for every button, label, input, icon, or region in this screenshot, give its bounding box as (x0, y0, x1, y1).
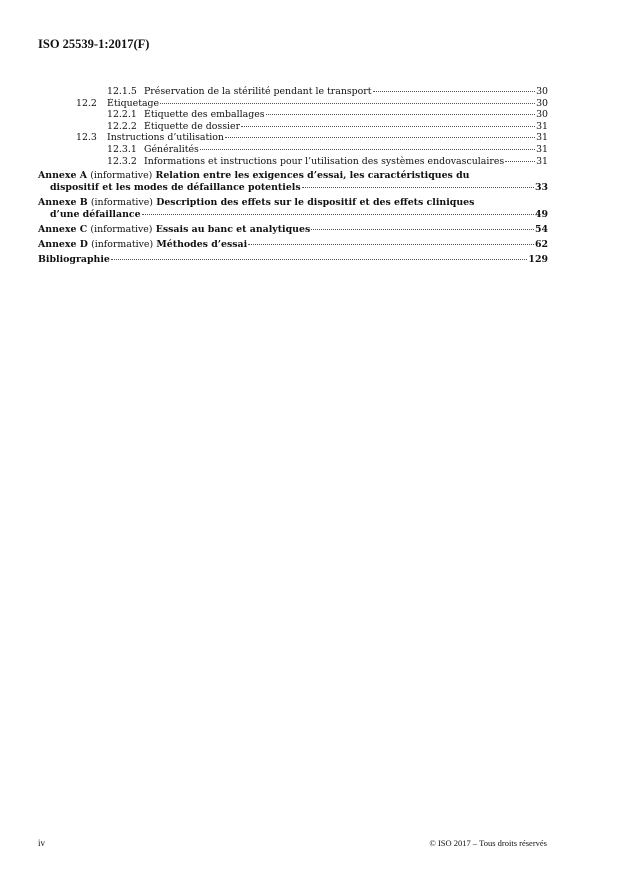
dot-leader (142, 214, 534, 215)
dot-leader (311, 229, 534, 230)
toc-entry-title: Préservation de la stérilité pendant le transport (144, 86, 372, 97)
bibliography-page: 129 (528, 254, 548, 266)
toc-entry[interactable] (38, 86, 548, 98)
annex-page: 49 (534, 209, 548, 221)
toc-entry-page: 30 (536, 86, 548, 97)
dot-leader (266, 114, 535, 115)
annex-title-line2: d’une défaillance (50, 209, 141, 221)
annex-label: Annexe C (38, 224, 88, 236)
annex-title-line1: Essais au banc et analytiques (155, 224, 311, 236)
annex-label: Annexe A (38, 170, 87, 182)
toc-entry-page: 31 (536, 132, 548, 144)
toc-entry-number: 12.2.1 (107, 109, 137, 121)
dot-leader (241, 126, 535, 127)
annex-label: Annexe B (38, 197, 88, 209)
toc-entry-page: 30 (536, 97, 548, 109)
annex-entry-c[interactable] (38, 224, 548, 236)
toc-entry-page: 30 (536, 109, 548, 121)
annex-entry-b[interactable] (38, 197, 548, 221)
annex-title-line1: Description des effets sur le dispositif et des effets cliniques (156, 197, 475, 209)
annex-page: 54 (534, 224, 548, 236)
toc-entry[interactable] (38, 144, 548, 156)
annex-label: Annexe D (38, 239, 88, 251)
toc-entry-number: 12.2.2 (107, 120, 137, 132)
toc-entry-page: 31 (536, 120, 548, 132)
dot-leader (225, 137, 535, 138)
bibliography-entry[interactable] (38, 254, 548, 266)
dot-leader (373, 91, 536, 92)
toc-entry-title: Généralités (144, 143, 199, 155)
toc-entry[interactable] (38, 121, 548, 133)
annex-type: (informative) (91, 239, 154, 251)
toc-entry[interactable] (38, 98, 548, 110)
toc-entry-title: Informations et instructions pour l’utilisation des systèmes endovasculaires (144, 155, 505, 167)
toc-entry-title: Étiquette des emballages (144, 109, 265, 121)
toc-entry-number: 12.3.1 (107, 143, 137, 155)
annex-page: 33 (534, 182, 548, 194)
dot-leader (302, 187, 534, 188)
annex-entry-d[interactable] (38, 239, 548, 251)
toc-entry[interactable] (38, 132, 548, 144)
toc-entry[interactable] (38, 109, 548, 121)
dot-leader (248, 244, 534, 245)
bibliography-title: Bibliographie (38, 254, 110, 266)
toc-entry-title: Étiquetage (107, 97, 160, 109)
toc-entry-number: 12.2 (76, 97, 97, 109)
annex-entry-a[interactable] (38, 170, 548, 194)
annex-title-line2: dispositif et les modes de défaillance potentiels (50, 182, 301, 194)
page-number: iv (38, 838, 46, 848)
annex-type: (informative) (90, 224, 153, 236)
toc-entry-number: 12.3.2 (107, 155, 137, 167)
table-of-contents (38, 86, 548, 266)
toc-entry-page: 31 (536, 143, 548, 155)
dot-leader (160, 103, 535, 104)
annex-title-line1: Relation entre les exigences d’essai, les caractéristiques du (155, 170, 470, 182)
dot-leader (200, 149, 535, 150)
annex-page: 62 (534, 239, 548, 251)
toc-entry-title: Étiquette de dossier (144, 120, 241, 132)
annex-type: (informative) (90, 197, 153, 209)
toc-entry-title: Instructions d’utilisation (107, 132, 224, 144)
document-id: ISO 25539-1:2017(F) (38, 37, 150, 51)
annex-type: (informative) (90, 170, 153, 182)
dot-leader (111, 259, 528, 260)
annex-title-line1: Méthodes d’essai (156, 239, 248, 251)
toc-entry[interactable] (38, 156, 548, 168)
toc-entry-number: 12.3 (76, 132, 97, 144)
dot-leader (505, 161, 535, 162)
toc-entry-page: 31 (536, 155, 548, 167)
copyright-notice: © ISO 2017 – Tous droits réservés (429, 838, 547, 848)
toc-entry-number: 12.1.5 (107, 86, 137, 97)
